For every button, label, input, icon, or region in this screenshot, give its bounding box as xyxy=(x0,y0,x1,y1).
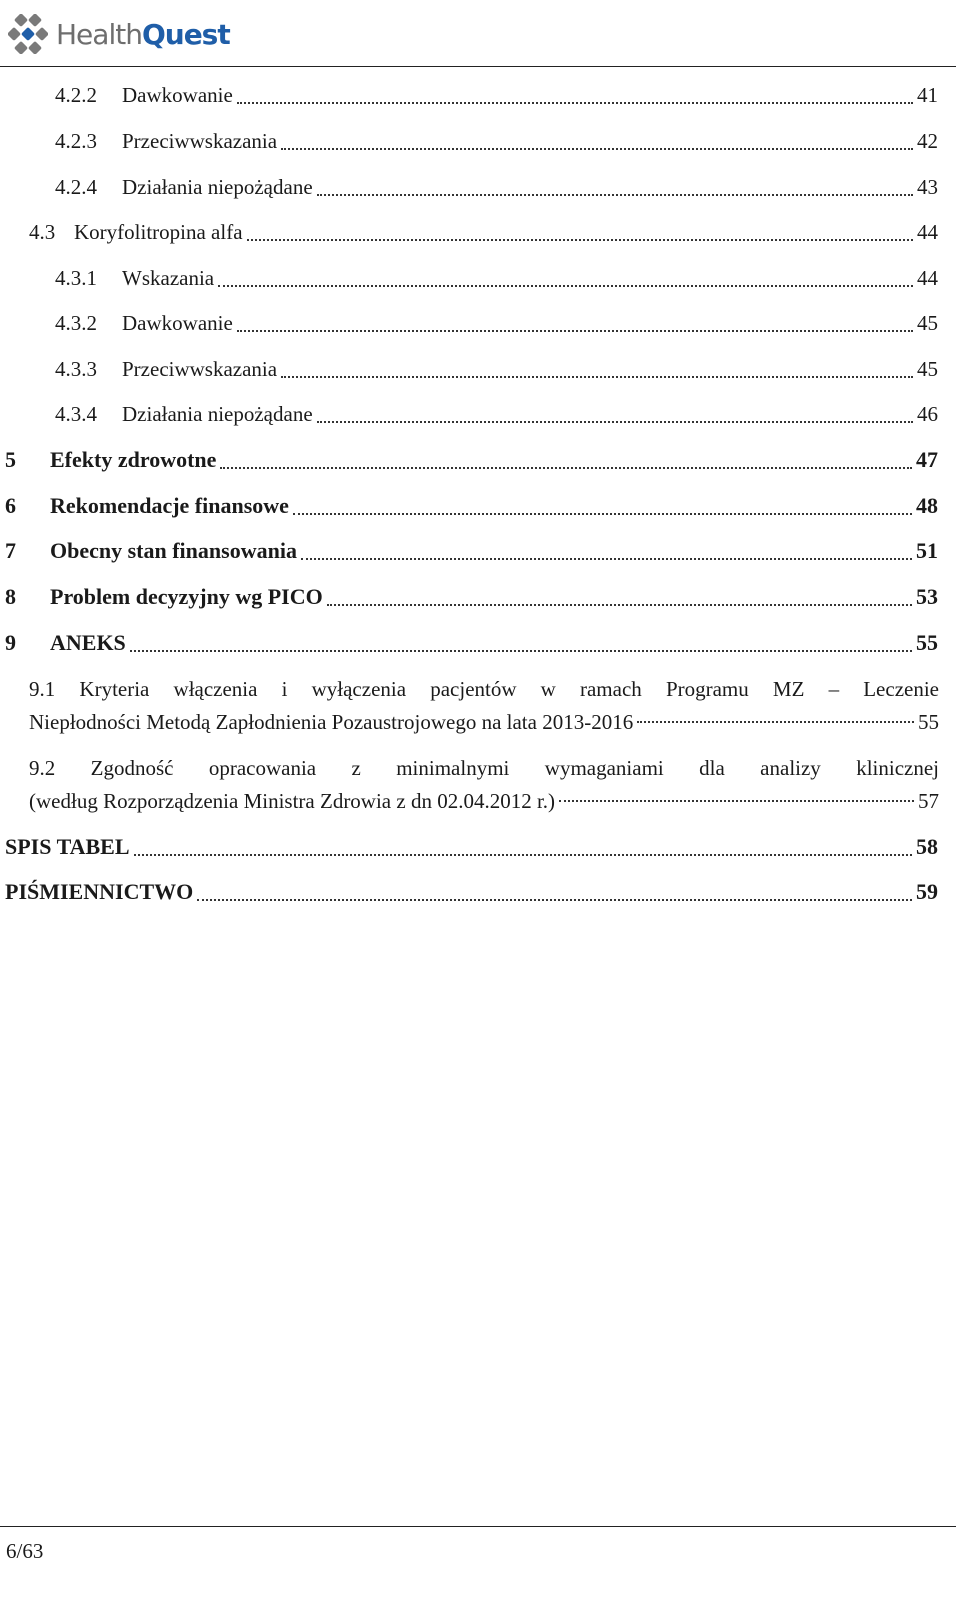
toc-entry[interactable] xyxy=(55,356,938,382)
toc-entry-title: Problem decyzyjny wg PICO xyxy=(50,584,323,609)
toc-entry-page: 44 xyxy=(917,220,938,244)
toc-leader-dots xyxy=(134,854,912,856)
toc-leader-dots xyxy=(237,102,913,104)
toc-entry-page: 55 xyxy=(918,710,939,734)
toc-entry-title: Dawkowanie xyxy=(122,83,233,107)
toc-back-matter-entry[interactable] xyxy=(5,879,938,905)
toc-leader-dots xyxy=(293,513,912,515)
toc-entry-page: 45 xyxy=(917,311,938,335)
page-number: 6/63 xyxy=(6,1539,44,1563)
logo-text xyxy=(56,18,230,51)
footer-divider xyxy=(0,1526,956,1527)
toc-entry-page: 57 xyxy=(918,789,939,813)
toc-entry-page: 59 xyxy=(916,879,938,904)
toc-entry-page: 44 xyxy=(917,266,938,290)
toc-entry-page: 47 xyxy=(916,447,938,472)
healthquest-logo xyxy=(8,6,244,62)
toc-leader-dots xyxy=(218,285,913,287)
toc-annex-line2 xyxy=(29,706,939,739)
toc-entry-page: 41 xyxy=(917,83,938,107)
toc-entry-title: Wskazania xyxy=(122,266,215,290)
toc-entry[interactable] xyxy=(55,128,938,154)
toc-entry-title: Koryfolitropina alfa xyxy=(74,220,243,244)
toc-entry-number: 6 xyxy=(5,493,16,518)
toc-entry-page: 51 xyxy=(916,538,938,563)
toc-entry-title: Działania niepożądane xyxy=(122,175,313,199)
toc-entry-title: Obecny stan finansowania xyxy=(50,538,297,563)
toc-entry-title: ANEKS xyxy=(50,630,126,655)
toc-leader-dots xyxy=(637,721,914,723)
logo-mark-icon xyxy=(8,14,48,54)
toc-entry-number: 4.3.1 xyxy=(55,266,97,290)
toc-chapter-entry[interactable] xyxy=(5,630,938,656)
toc-annex-entry[interactable] xyxy=(29,752,939,818)
toc-annex-title-line1: 9.2 Zgodność opracowania z minimalnymi wymaganiami dla analizy klinicznej xyxy=(29,756,939,780)
toc-annex-title-line2: (według Rozporządzenia Ministra Zdrowia z dn 02.04.2012 r.) xyxy=(29,789,556,813)
toc-entry-number: 4.3.2 xyxy=(55,311,97,335)
toc-annex-title-line1: 9.1 Kryteria włączenia i wyłączenia pacjentów w ramach Programu MZ – Leczenie xyxy=(29,677,939,701)
toc-back-matter-entry[interactable] xyxy=(5,834,938,860)
toc-entry-number: 9 xyxy=(5,630,16,655)
toc-entry-page: 55 xyxy=(916,630,938,655)
toc-chapter-entry[interactable] xyxy=(5,493,938,519)
toc-entry-page: 45 xyxy=(917,357,938,381)
toc-leader-dots xyxy=(317,194,913,196)
toc-entry-page: 58 xyxy=(916,834,938,859)
toc-leader-dots xyxy=(281,376,913,378)
toc-annex-title-line2: Niepłodności Metodą Zapłodnienia Pozaustrojowego na lata 2013-2016 xyxy=(29,710,634,734)
toc-entry-title: Dawkowanie xyxy=(122,311,233,335)
toc-leader-dots xyxy=(301,558,912,560)
toc-entry[interactable] xyxy=(55,310,938,336)
toc-leader-dots xyxy=(197,899,912,901)
toc-leader-dots xyxy=(130,650,912,652)
toc-entry-page: 46 xyxy=(917,402,938,426)
toc-entry-page: 42 xyxy=(917,129,938,153)
header-divider xyxy=(0,66,956,67)
toc-entry-number: 4.2.2 xyxy=(55,83,97,107)
toc-entry-title: Efekty zdrowotne xyxy=(50,447,217,472)
toc-entry-title: Przeciwwskazania xyxy=(122,357,278,381)
toc-entry-number: 4.2.3 xyxy=(55,129,97,153)
toc-leader-dots xyxy=(237,330,913,332)
toc-leader-dots xyxy=(220,467,912,469)
toc-entry[interactable] xyxy=(29,219,938,245)
toc-entry-number: 7 xyxy=(5,538,16,563)
toc-entry-page: 53 xyxy=(916,584,938,609)
toc-entry-title: PIŚMIENNICTWO xyxy=(5,879,194,904)
toc-entry-number: 8 xyxy=(5,584,16,609)
toc-leader-dots xyxy=(559,800,914,802)
toc-chapter-entry[interactable] xyxy=(5,447,938,473)
toc-entry-title: Działania niepożądane xyxy=(122,402,313,426)
logo-text-health: Health xyxy=(56,17,142,51)
toc-entry-number: 4.3 xyxy=(29,220,56,244)
toc-leader-dots xyxy=(327,604,912,606)
toc-entry-page: 48 xyxy=(916,493,938,518)
toc-entry-page: 43 xyxy=(917,175,938,199)
toc-chapter-entry[interactable] xyxy=(5,538,938,564)
toc-entry-number: 4.2.4 xyxy=(55,175,97,199)
toc-entry-number: 4.3.4 xyxy=(55,402,97,426)
toc-entry-title: Rekomendacje finansowe xyxy=(50,493,289,518)
toc-entry-title: Przeciwwskazania xyxy=(122,129,278,153)
toc-entry-number: 5 xyxy=(5,447,16,472)
toc-entry[interactable] xyxy=(55,82,938,108)
toc-annex-line2 xyxy=(29,785,939,818)
toc-leader-dots xyxy=(247,239,913,241)
toc-entry[interactable] xyxy=(55,265,938,291)
toc-leader-dots xyxy=(281,148,913,150)
page-header xyxy=(0,0,960,66)
toc-entry-title: SPIS TABEL xyxy=(5,834,130,859)
toc-entry[interactable] xyxy=(55,401,938,427)
toc-chapter-entry[interactable] xyxy=(5,584,938,610)
toc-leader-dots xyxy=(317,421,913,423)
toc-entry-number: 4.3.3 xyxy=(55,357,97,381)
toc-annex-entry[interactable] xyxy=(29,673,939,739)
toc-entry[interactable] xyxy=(55,174,938,200)
logo-text-quest: Quest xyxy=(141,17,230,51)
